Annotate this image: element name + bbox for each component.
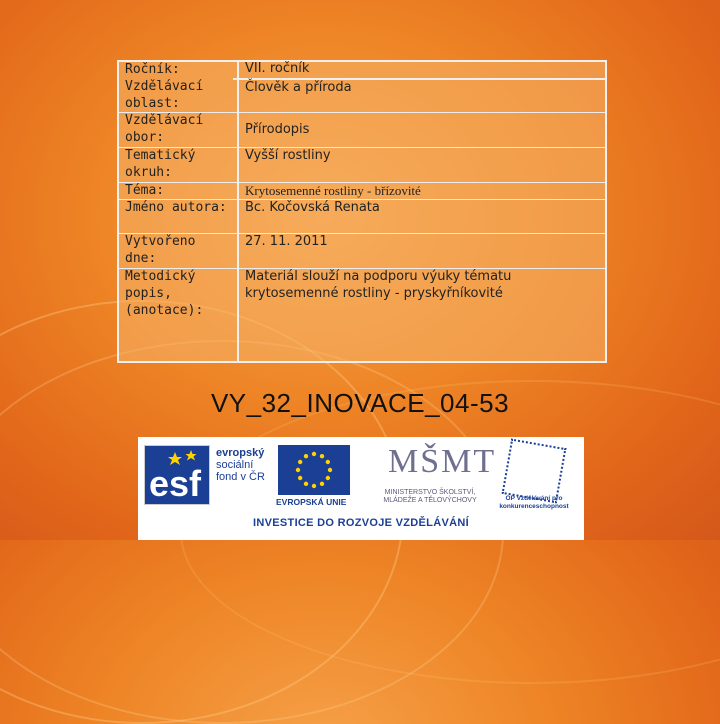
- grade-value: VII. ročník: [233, 61, 605, 80]
- eu-flag-icon: [278, 445, 350, 495]
- eu-star-icon: [298, 476, 302, 480]
- table-row: [118, 113, 606, 148]
- row-value: Krytosemenné rostliny - břízovité: [238, 182, 606, 200]
- investice-slogan: INVESTICE DO ROZVOJE VZDĚLÁVÁNÍ: [253, 517, 469, 529]
- row-label: Jméno autora:: [118, 200, 238, 234]
- op-vk-icon: [502, 439, 567, 504]
- eu-star-icon: [326, 460, 330, 464]
- table-row: [118, 200, 606, 234]
- msmt-letters: MŠMT: [388, 443, 497, 480]
- esf-text: [216, 447, 265, 483]
- row-label: Téma:: [118, 182, 238, 200]
- eu-star-icon: [312, 484, 316, 488]
- row-label: Vytvořeno dne:: [118, 234, 238, 269]
- row-value: Přírodopis: [238, 113, 606, 148]
- eu-star-icon: [326, 476, 330, 480]
- material-code: VY_32_INOVACE_04-53: [210, 388, 510, 418]
- esf-flag-icon: [144, 445, 210, 505]
- esf-text-line: sociální: [216, 459, 254, 471]
- eu-star-icon: [298, 460, 302, 464]
- row-value: 27. 11. 2011: [238, 234, 606, 269]
- row-label: Ročník: Vzdělávací oblast:: [118, 61, 238, 113]
- area-value: Člověk a příroda: [245, 79, 352, 95]
- row-label: Metodický popis, (anotace):: [118, 268, 238, 362]
- table-row: [118, 61, 606, 113]
- row-label: Tematický okruh:: [118, 147, 238, 182]
- table-row: [118, 182, 606, 200]
- eu-star-icon: [304, 482, 308, 486]
- table-row: [118, 268, 606, 362]
- row-label: Vzdělávací obor:: [118, 113, 238, 148]
- logo-banner: [138, 437, 584, 540]
- row-value: Bc. Kočovská Renata: [238, 200, 606, 234]
- esf-letters: esf: [149, 463, 202, 504]
- metadata-table: [117, 60, 607, 363]
- row-value: Vyšší rostliny: [238, 147, 606, 182]
- eu-label: EVROPSKÁ UNIE: [276, 497, 347, 507]
- msmt-text: MINISTERSTVO ŠKOLSTVÍ, MLÁDEŽE A TĚLOVÝCHOVY: [383, 489, 477, 504]
- row-value: Materiál slouží na podporu výuky tématu krytosemenné rostliny - pryskyřníkovité: [238, 268, 606, 362]
- esf-text-line: fond v ČR: [216, 471, 265, 483]
- esf-text-line: evropský: [216, 447, 265, 459]
- op-text: OP Vzdělávání pro konkurenceschopnost: [499, 495, 569, 510]
- eu-star-icon: [312, 452, 316, 456]
- eu-star-icon: [304, 454, 308, 458]
- eu-star-icon: [320, 454, 324, 458]
- row-value: [238, 61, 606, 113]
- eu-star-icon: [328, 468, 332, 472]
- eu-star-icon: [320, 482, 324, 486]
- eu-star-icon: [296, 468, 300, 472]
- table-row: [118, 147, 606, 182]
- table-row: [118, 234, 606, 269]
